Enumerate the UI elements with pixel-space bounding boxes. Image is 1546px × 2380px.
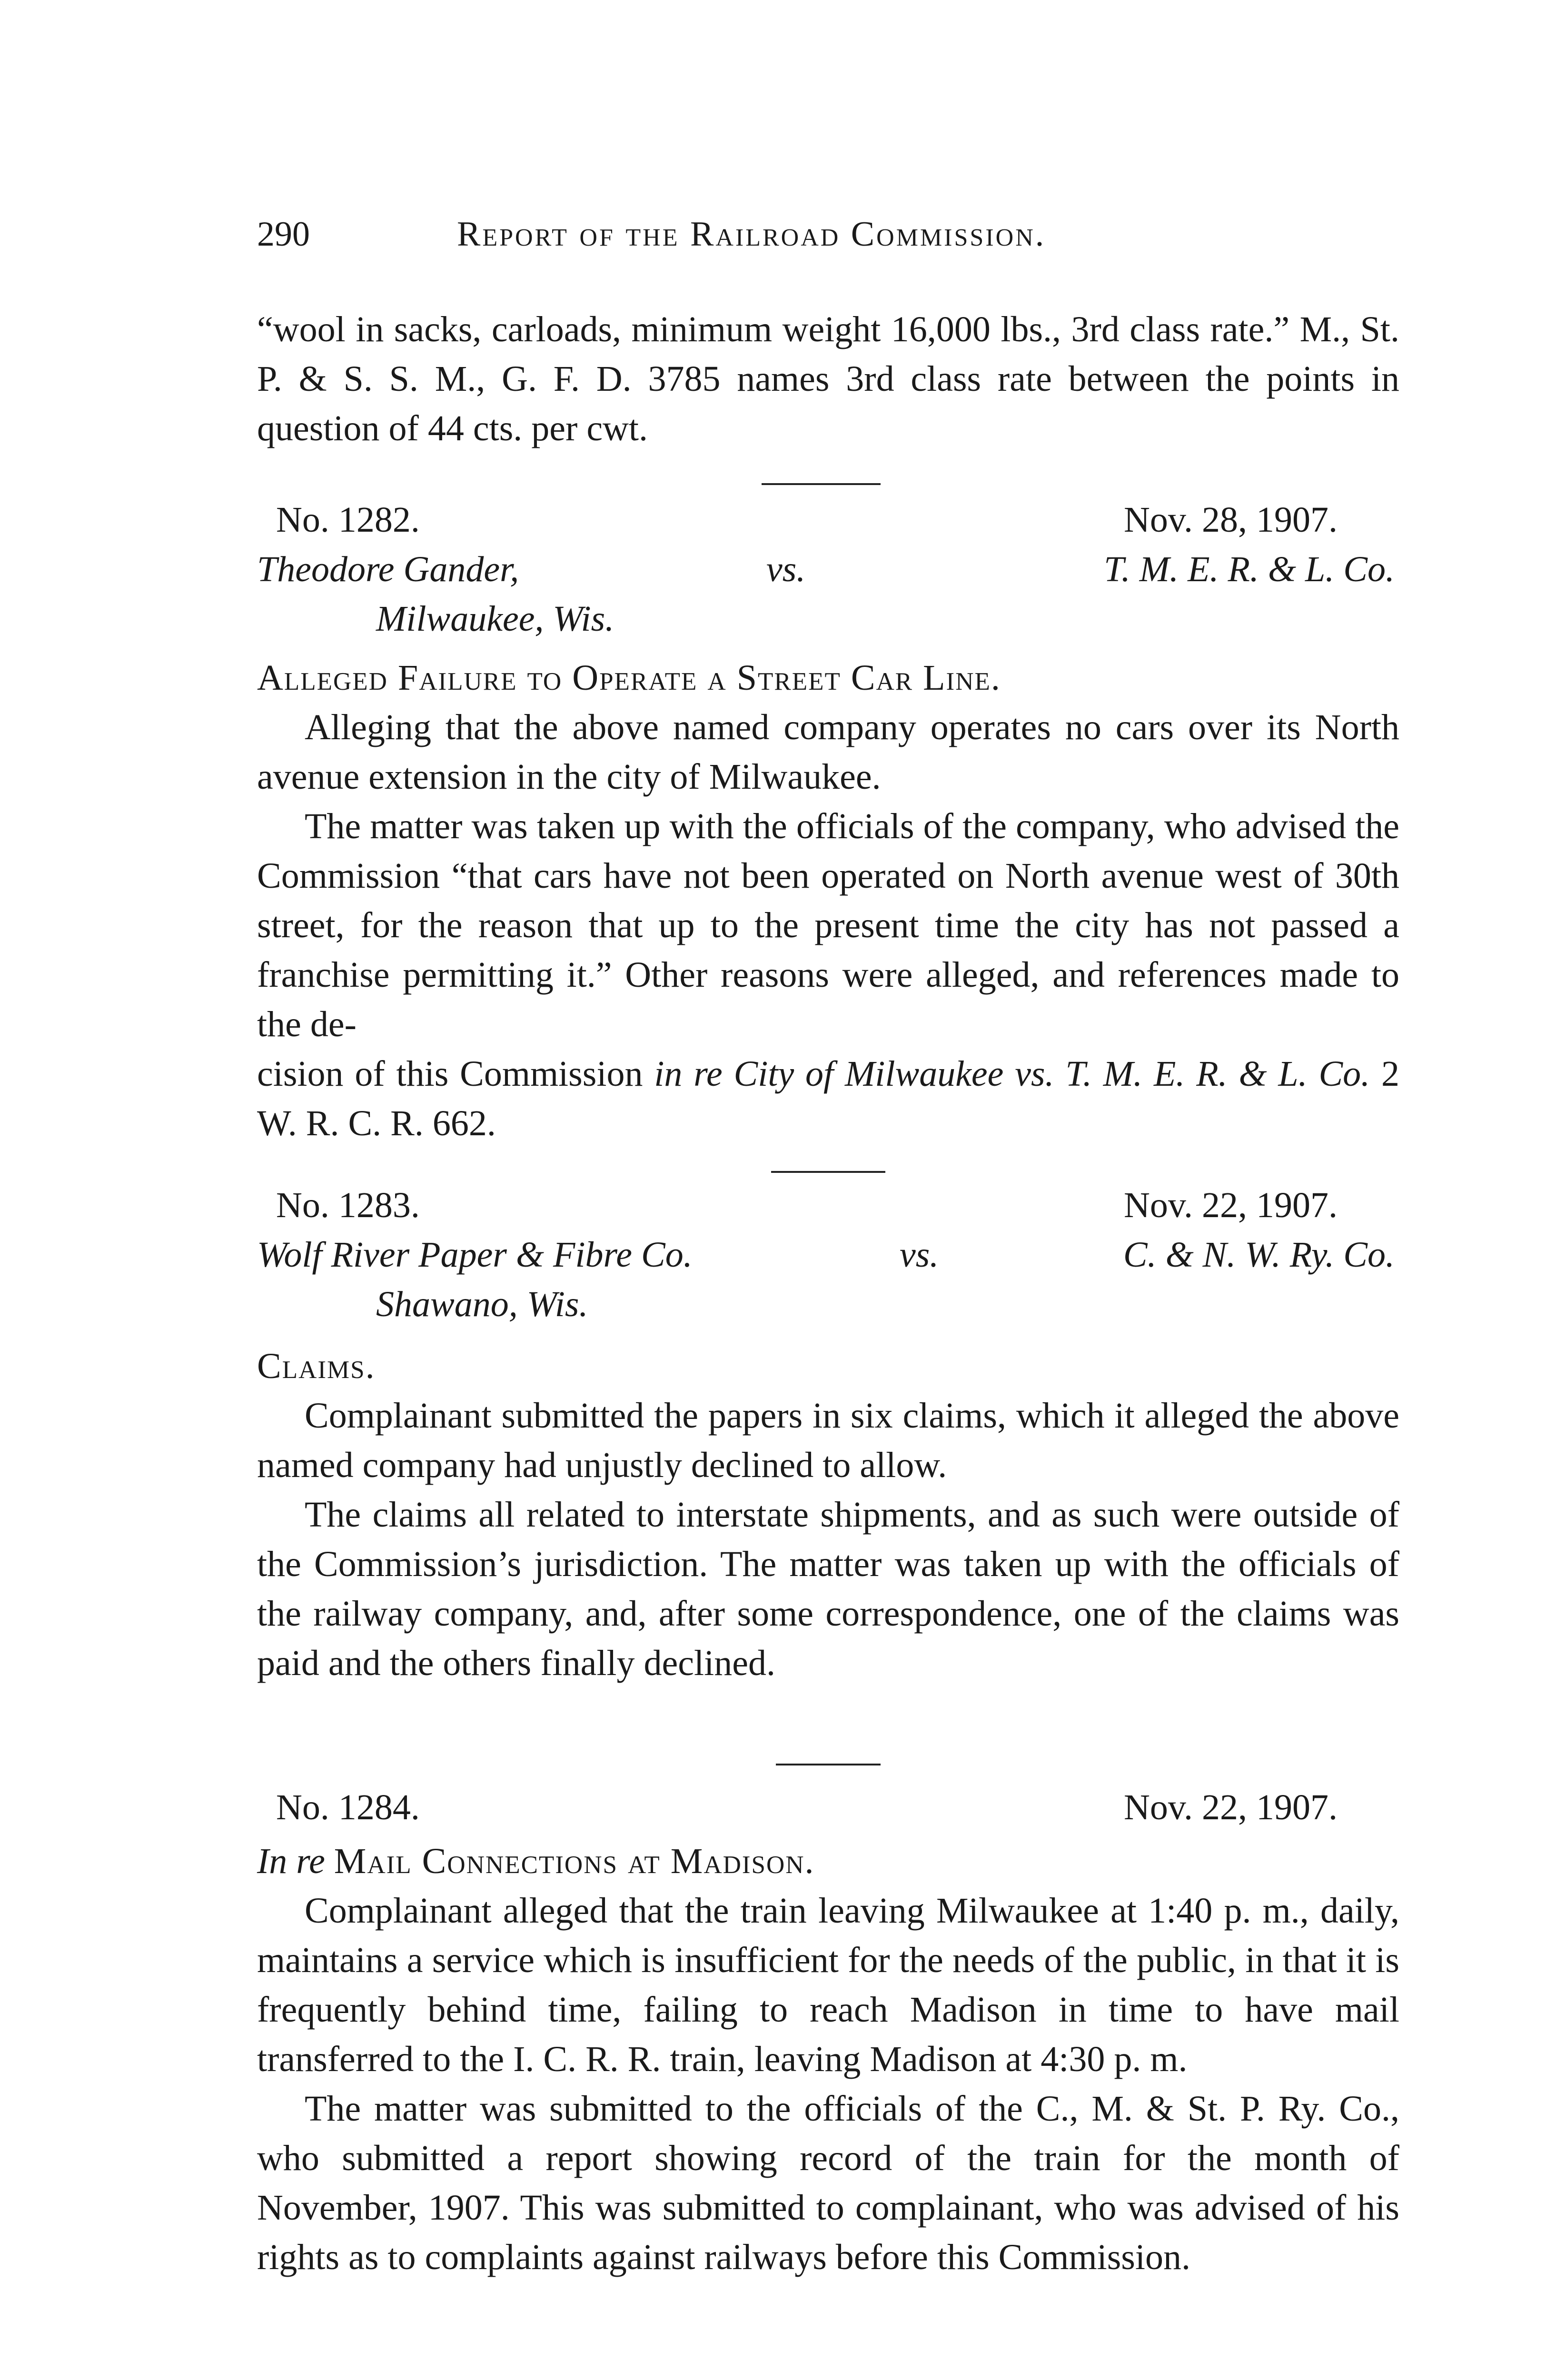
case-date: Nov. 22, 1907.: [1124, 1787, 1338, 1827]
section-divider: [762, 483, 881, 485]
section-divider: [771, 1171, 885, 1173]
case-number: No. 1284.: [276, 1787, 420, 1827]
case-subject: Mail Connections at Madison.: [334, 1841, 815, 1881]
intro-block: [257, 305, 1399, 453]
respondent-name: T. M. E. R. & L. Co.: [1104, 549, 1395, 589]
page-number: 290: [257, 215, 310, 254]
case-date: Nov. 22, 1907.: [1124, 1185, 1338, 1225]
case-paragraph: Alleging that the above named company operates no cars over its North avenue extension in the city of Milwaukee.: [257, 707, 1399, 797]
complainant-location: Shawano, Wis.: [376, 1284, 588, 1324]
case-header-1283: [257, 1180, 1399, 1329]
case-number: No. 1283.: [276, 1185, 420, 1225]
case-citation-line: [257, 1049, 1399, 1148]
case-number: No. 1282.: [276, 500, 420, 540]
case-paragraph: The matter was taken up with the officials of the company, who advised the Commission “that cars have not been operated on North avenue west of 30th street, for the reason that up to the present time the city has not passed a franchise permitting it.” Other reasons were alleged, and references made to the de-: [257, 806, 1399, 1044]
case-body-1282: [257, 653, 1399, 1148]
case-body-1284: [257, 1836, 1399, 2282]
case-header-1282: [257, 495, 1399, 644]
intro-paragraph: “wool in sacks, carloads, minimum weight 16,000 lbs., 3rd class rate.” M., St. P. & S. S. M., G. F. D. 3785 names 3rd class rate between the points in question of 44 cts. per cwt.: [257, 309, 1399, 448]
running-title: Report of the Railroad Commission.: [457, 215, 1046, 254]
running-header: [257, 205, 1409, 262]
section-divider: [776, 1764, 881, 1765]
case-subject: Claims.: [257, 1346, 376, 1386]
citation-prefix: cision of this Commission: [257, 1054, 654, 1094]
case-body-1283: [257, 1341, 1399, 1688]
complainant-name: Theodore Gander,: [257, 549, 519, 589]
respondent-name: C. & N. W. Ry. Co.: [1123, 1235, 1395, 1275]
case-header-1284: [257, 1783, 1399, 1832]
versus-label: vs.: [766, 549, 806, 589]
case-subject: Alleged Failure to Operate a Street Car Line.: [257, 658, 1001, 698]
citation-case-name: in re City of Milwaukee vs. T. M. E. R. & L. Co.: [654, 1054, 1370, 1094]
complainant-location: Milwaukee, Wis.: [376, 599, 614, 639]
versus-label: vs.: [900, 1235, 939, 1275]
complainant-name: Wolf River Paper & Fibre Co.: [257, 1235, 693, 1275]
case-paragraph: The matter was submitted to the officials of the C., M. & St. P. Ry. Co., who submitted a report showing record of the train for the month of November, 1907. This was submitted to complainant, who was advised of his rights as to complaints against railways before this Commission.: [257, 2089, 1399, 2277]
case-subject-line: [257, 1836, 1399, 1886]
case-date: Nov. 28, 1907.: [1124, 500, 1338, 540]
case-paragraph: The claims all related to interstate shipments, and as such were outside of the Commission’s jurisdiction. The matter was taken up with the officials of the railway company, and, after some correspondence, one of the claims was paid and the others finally declined.: [257, 1495, 1399, 1683]
case-paragraph: Complainant submitted the papers in six claims, which it alleged the above named company had unjustly declined to allow.: [257, 1396, 1399, 1485]
subject-prefix: In re: [257, 1841, 325, 1881]
case-paragraph: Complainant alleged that the train leaving Milwaukee at 1:40 p. m., daily, maintains a service which is insufficient for the needs of the public, in that it is frequently behind time, failing to reach Madison in time to have mail transferred to the I. C. R. R. train, leaving Madison at 4:30 p. m.: [257, 1891, 1399, 2079]
citation-suffix: 2 W. R. C. R. 662.: [257, 1054, 1400, 1143]
